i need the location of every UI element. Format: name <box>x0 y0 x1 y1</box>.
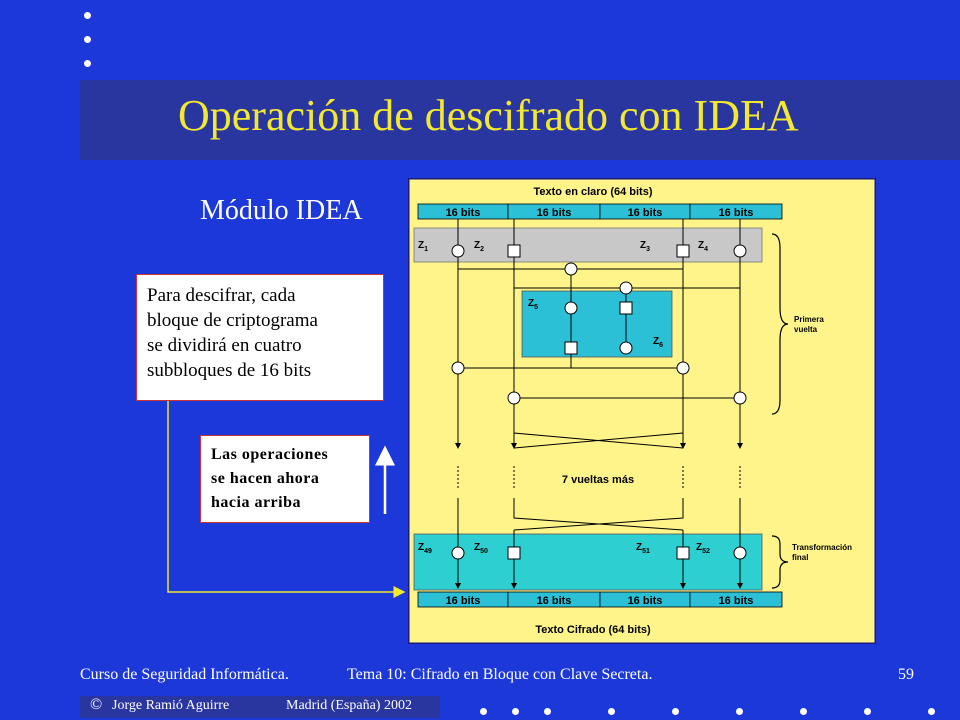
split-callout-line: Para descifrar, cada <box>147 285 296 306</box>
key-z50: Z <box>474 542 481 553</box>
key-z1: Z <box>418 240 425 251</box>
key-z2-sub: 2 <box>480 246 485 253</box>
footer-location: Madrid (España) 2002 <box>286 698 412 713</box>
split-callout-line: se dividirá en cuatro <box>147 335 302 356</box>
copyright-symbol: © <box>90 696 103 713</box>
footer-page-number: 59 <box>898 666 914 683</box>
key-z51: Z <box>636 542 643 553</box>
first-round-label: Primera <box>794 315 824 324</box>
block-label: 16 bits <box>718 595 754 607</box>
more-rounds-label: 7 vueltas más <box>561 474 635 486</box>
key-z5-sub: 5 <box>534 304 539 311</box>
split-callout-line: subbloques de 16 bits <box>147 360 312 381</box>
split-callout-line: bloque de criptograma <box>147 310 318 331</box>
decor-dot <box>864 708 871 715</box>
ciphertext-blocks <box>418 592 782 607</box>
key-z50-sub: 50 <box>480 548 488 555</box>
footer-author: Jorge Ramió Aguirre <box>112 698 230 713</box>
plaintext-label: Texto en claro (64 bits) <box>533 186 653 198</box>
block-label: 16 bits <box>536 595 572 607</box>
decor-dot <box>84 36 91 43</box>
footer-topic: Tema 10: Cifrado en Bloque con Clave Secreta. <box>347 666 653 683</box>
key-z5: Z <box>528 298 535 309</box>
direction-callout-line: hacia arriba <box>211 494 301 511</box>
key-z6-sub: 6 <box>659 342 664 349</box>
decor-dot <box>608 708 615 715</box>
module-label: Módulo IDEA <box>200 195 363 226</box>
key-z6: Z <box>653 336 660 347</box>
decor-dot <box>928 708 935 715</box>
decor-dot <box>512 708 519 715</box>
key-z52-sub: 52 <box>702 548 710 555</box>
decor-dot <box>544 708 551 715</box>
key-z49: Z <box>418 542 425 553</box>
ma-block <box>522 291 672 357</box>
footer-bar <box>80 696 440 718</box>
block-label: 16 bits <box>718 207 754 219</box>
footer-course: Curso de Seguridad Informática. <box>80 666 289 683</box>
slide-title: Operación de descifrado con IDEA <box>178 91 799 140</box>
key-z2: Z <box>474 240 481 251</box>
block-label: 16 bits <box>627 595 663 607</box>
direction-callout-line: Las operaciones <box>211 446 329 463</box>
ciphertext-label: Texto Cifrado (64 bits) <box>535 624 651 636</box>
key-z3-sub: 3 <box>646 246 651 253</box>
decor-dot <box>84 12 91 19</box>
block-label: 16 bits <box>627 207 663 219</box>
first-round-label: vuelta <box>794 325 818 334</box>
key-z4-sub: 4 <box>704 246 709 253</box>
decor-dot <box>800 708 807 715</box>
split-callout <box>136 274 384 401</box>
direction-callout-line: se hacen ahora <box>211 470 320 487</box>
idea-diagram <box>408 178 876 644</box>
key-z1-sub: 1 <box>424 246 429 253</box>
key-z4: Z <box>698 240 705 251</box>
final-transform-band <box>414 534 762 590</box>
block-label: 16 bits <box>536 207 572 219</box>
final-transform-label: Transformación <box>792 543 853 552</box>
block-label: 16 bits <box>445 595 481 607</box>
decor-dot <box>84 60 91 67</box>
block-label: 16 bits <box>445 207 481 219</box>
final-transform-label: final <box>792 553 809 562</box>
decor-dot <box>672 708 679 715</box>
key-z51-sub: 51 <box>642 548 650 555</box>
key-z49-sub: 49 <box>424 548 432 555</box>
plaintext-blocks <box>418 204 782 219</box>
decor-dot <box>480 708 487 715</box>
round-key-band <box>414 228 762 262</box>
key-z52: Z <box>696 542 703 553</box>
direction-callout <box>200 435 370 523</box>
decor-dot <box>736 708 743 715</box>
key-z3: Z <box>640 240 647 251</box>
